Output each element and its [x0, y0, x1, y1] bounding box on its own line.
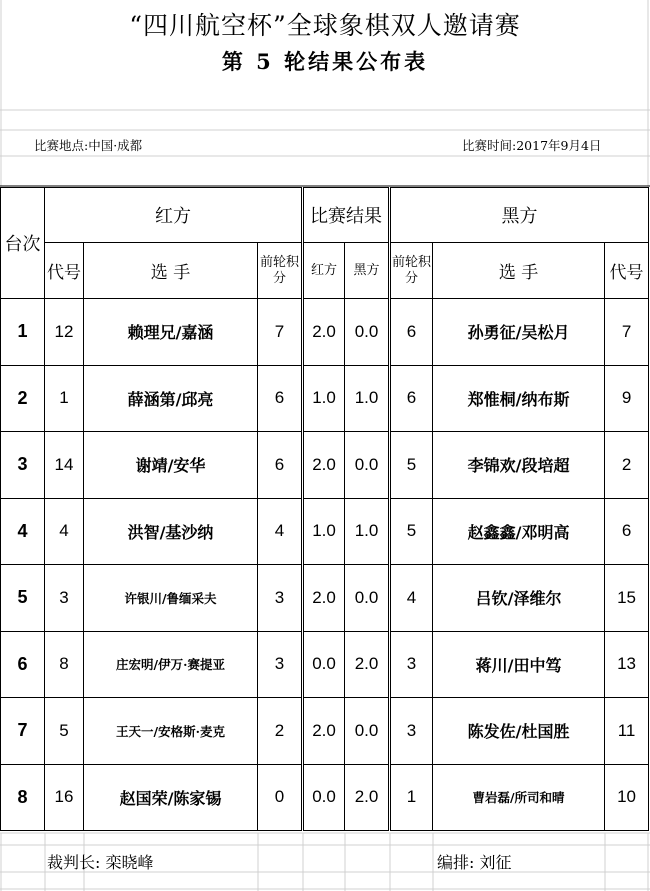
- red-code-cell: 14: [45, 432, 84, 499]
- black-player-cell: 孙勇征/吴松月: [433, 299, 605, 366]
- table-row: [1, 299, 649, 366]
- table-no-cell: 5: [1, 565, 45, 632]
- header-red-code: 代号: [45, 243, 84, 299]
- table-row: [1, 365, 649, 432]
- red-prev-score-cell: 3: [258, 631, 303, 698]
- table-no-cell: 7: [1, 698, 45, 765]
- red-code-cell: 12: [45, 299, 84, 366]
- header-red: 红方: [45, 188, 303, 243]
- black-code-cell: 7: [605, 299, 649, 366]
- black-player-cell: 蒋川/田中笃: [433, 631, 605, 698]
- black-result-cell: 0.0: [345, 565, 390, 632]
- red-prev-score-cell: 6: [258, 365, 303, 432]
- header-black-prev: 前轮积分: [390, 243, 433, 299]
- arranger-label: 编排: 刘征: [437, 853, 512, 872]
- red-result-cell: 0.0: [303, 764, 345, 831]
- black-prev-score-cell: 4: [390, 565, 433, 632]
- red-result-cell: 0.0: [303, 631, 345, 698]
- red-prev-score-cell: 4: [258, 498, 303, 565]
- black-player-cell: 吕钦/泽维尔: [433, 565, 605, 632]
- red-code-cell: 3: [45, 565, 84, 632]
- red-code-cell: 1: [45, 365, 84, 432]
- black-prev-score-cell: 3: [390, 698, 433, 765]
- black-code-cell: 10: [605, 764, 649, 831]
- black-result-cell: 0.0: [345, 698, 390, 765]
- black-result-cell: 2.0: [345, 764, 390, 831]
- black-code-cell: 2: [605, 432, 649, 499]
- table-no-cell: 6: [1, 631, 45, 698]
- red-code-cell: 8: [45, 631, 84, 698]
- red-player-cell: 赖理兄/嘉涵: [84, 299, 258, 366]
- page-title: “四川航空杯”全球象棋双人邀请赛: [129, 11, 521, 40]
- black-code-cell: 13: [605, 631, 649, 698]
- red-player-cell: 谢靖/安华: [84, 432, 258, 499]
- red-result-cell: 2.0: [303, 698, 345, 765]
- red-result-cell: 2.0: [303, 565, 345, 632]
- red-code-cell: 4: [45, 498, 84, 565]
- red-player-cell: 薛涵第/邱亮: [84, 365, 258, 432]
- red-player-cell: 王天一/安格斯·麦克: [84, 698, 258, 765]
- header-red-prev: 前轮积分: [258, 243, 303, 299]
- header-result-red: 红方: [303, 243, 345, 299]
- red-code-cell: 5: [45, 698, 84, 765]
- black-code-cell: 6: [605, 498, 649, 565]
- venue-label: 比赛地点:中国·成都: [34, 138, 143, 153]
- black-player-cell: 曹岩磊/所司和晴: [433, 764, 605, 831]
- header-black-player: 选 手: [433, 243, 605, 299]
- black-code-cell: 11: [605, 698, 649, 765]
- black-prev-score-cell: 1: [390, 764, 433, 831]
- black-player-cell: 郑惟桐/纳布斯: [433, 365, 605, 432]
- header-result-black: 黑方: [345, 243, 390, 299]
- table-no-cell: 2: [1, 365, 45, 432]
- black-prev-score-cell: 3: [390, 631, 433, 698]
- red-result-cell: 1.0: [303, 365, 345, 432]
- black-prev-score-cell: 5: [390, 432, 433, 499]
- black-code-cell: 15: [605, 565, 649, 632]
- table-no-cell: 3: [1, 432, 45, 499]
- red-player-cell: 庄宏明/伊万·赛提亚: [84, 631, 258, 698]
- table-row: [1, 498, 649, 565]
- black-result-cell: 0.0: [345, 299, 390, 366]
- table-row: [1, 432, 649, 499]
- red-result-cell: 1.0: [303, 498, 345, 565]
- red-prev-score-cell: 0: [258, 764, 303, 831]
- red-player-cell: 许银川/鲁缅采夫: [84, 565, 258, 632]
- red-prev-score-cell: 2: [258, 698, 303, 765]
- table-row: [1, 698, 649, 765]
- black-prev-score-cell: 6: [390, 365, 433, 432]
- header-red-player: 选 手: [84, 243, 258, 299]
- red-prev-score-cell: 7: [258, 299, 303, 366]
- red-player-cell: 洪智/基沙纳: [84, 498, 258, 565]
- black-code-cell: 9: [605, 365, 649, 432]
- header-black-code: 代号: [605, 243, 649, 299]
- black-player-cell: 赵鑫鑫/邓明高: [433, 498, 605, 565]
- page-subtitle: 第 5 轮结果公布表: [221, 49, 429, 74]
- black-result-cell: 0.0: [345, 432, 390, 499]
- red-result-cell: 2.0: [303, 432, 345, 499]
- table-row: [1, 764, 649, 831]
- table-row: [1, 631, 649, 698]
- table-no-cell: 8: [1, 764, 45, 831]
- referee-label: 裁判长: 栾晓峰: [47, 853, 154, 872]
- red-prev-score-cell: 3: [258, 565, 303, 632]
- date-label: 比赛时间:2017年9月4日: [462, 138, 602, 153]
- header-result: 比赛结果: [303, 188, 390, 243]
- results-rows: [1, 299, 649, 831]
- black-prev-score-cell: 5: [390, 498, 433, 565]
- results-table: [0, 187, 649, 831]
- black-prev-score-cell: 6: [390, 299, 433, 366]
- black-result-cell: 1.0: [345, 365, 390, 432]
- black-player-cell: 陈发佐/杜国胜: [433, 698, 605, 765]
- red-prev-score-cell: 6: [258, 432, 303, 499]
- table-row: [1, 565, 649, 632]
- header-table-no: 台次: [1, 188, 45, 299]
- red-result-cell: 2.0: [303, 299, 345, 366]
- black-player-cell: 李锦欢/段培超: [433, 432, 605, 499]
- table-no-cell: 4: [1, 498, 45, 565]
- black-result-cell: 1.0: [345, 498, 390, 565]
- red-player-cell: 赵国荣/陈家锡: [84, 764, 258, 831]
- red-code-cell: 16: [45, 764, 84, 831]
- table-no-cell: 1: [1, 299, 45, 366]
- header-black: 黑方: [390, 188, 649, 243]
- black-result-cell: 2.0: [345, 631, 390, 698]
